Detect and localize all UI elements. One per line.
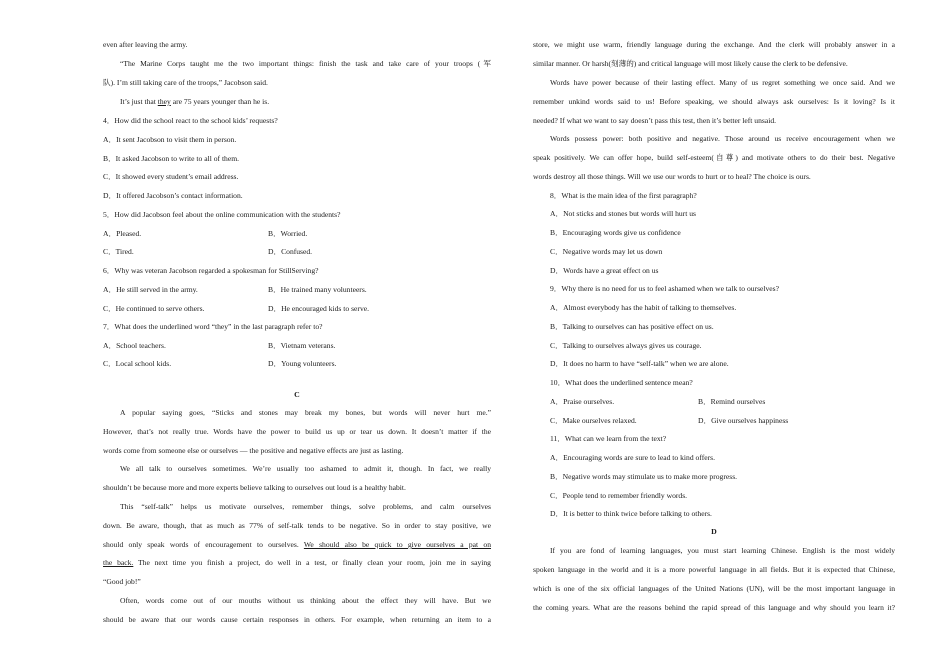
passage-c-line: This “self-talk” helps us motivate ourselves, remember things, solve problems, and calm ourselves [120,502,491,511]
underlined-word-they: they [157,97,171,106]
question-7-option-d: D．Young volunteers. [268,359,337,368]
question-10-option-d: D．Give ourselves happiness [698,416,789,425]
question-9-option-d: D．It does no harm to have “self-talk” when we are alone. [550,359,729,368]
question-9-option-c: C．Talking to ourselves always gives us courage. [550,341,702,350]
passage-b-continuation: even after leaving the army. [103,40,188,49]
question-8-stem: 8．What is the main idea of the first paragraph? [550,191,697,200]
question-11-stem: 11．What can we learn from the text? [550,434,667,443]
question-5-option-a: A．Pleased. [103,229,142,238]
question-10-option-c: C．Make ourselves relaxed. [550,416,637,425]
passage-c-line: “Good job!” [103,577,141,586]
question-8-option-a: A．Not sticks and stones but words will hurt us [550,209,696,218]
passage-c-line: However, that’s not really true. Words have the power to build us up or tear us down. It doesn’t matter if the [103,427,491,436]
question-11-option-c: C．People tend to remember friendly words. [550,491,688,500]
passage-c-line: words come from someone else or ourselves — the positive and negative effects are just as lasting. [103,446,404,455]
passage-b-quote-line: 队). I’m still taking care of the troops,” Jacobson said. [103,78,268,87]
question-4-option-c: C．It showed every student’s email address. [103,172,239,181]
question-4-option-b: B．It asked Jacobson to write to all of them. [103,154,240,163]
question-6-stem: 6．Why was veteran Jacobson regarded a spokesman for StillServing? [103,266,319,275]
question-11-option-b: B．Negative words may stimulate us to make more progress. [550,472,738,481]
question-8-option-d: D．Words have a great effect on us [550,266,659,275]
question-11-option-d: D．It is better to think twice before talking to others. [550,509,712,518]
passage-c-line: down. Be aware, though, that as much as 77% of self-talk tends to be negative. So in order to stay positive, we [103,521,491,530]
passage-c-line: should only speak words of encouragement to ourselves. We should also be quick to give ourselves a pat on [103,540,491,549]
question-10-option-b: B．Remind ourselves [698,397,766,406]
question-11-option-a: A．Encouraging words are sure to lead to kind offers. [550,453,715,462]
passage-b-closing: It’s just that they are 75 years younger than he is. [120,97,270,106]
section-heading-d: D [711,527,717,536]
question-5-option-b: B．Worried. [268,229,308,238]
question-7-option-c: C．Local school kids. [103,359,172,368]
question-5-option-d: D．Confused. [268,247,313,256]
passage-c-line: similar manner. Or harsh(刻薄的) and critical language will most likely cause the clerk to be defensive. [533,59,848,68]
passage-d-line: which is one of the six official languages of the United Nations (UN), will be the most important language in [533,584,895,593]
passage-c-line: words destroy all those things. Will we use our words to hurt or to heal? The choice is ours. [533,172,811,181]
question-7-stem: 7．What does the underlined word “they” in the last paragraph refer to? [103,322,323,331]
underlined-sentence: We should also be quick to give ourselves a pat on [303,540,491,549]
section-heading-c: C [294,390,300,399]
passage-c-line: Words have power because of their lasting effect. Many of us regret something we once said. And we [550,78,895,87]
question-5-option-c: C．Tired. [103,247,134,256]
passage-c-line: should be aware that our words cause certain responses in others. For example, when returning an item to a [103,615,491,624]
question-9-option-a: A．Almost everybody has the habit of talking to themselves. [550,303,737,312]
passage-c-line: needed? If what we want to say doesn’t pass this test, then it’s better left unsaid. [533,116,777,125]
question-9-stem: 9．Why there is no need for us to feel ashamed when we talk to ourselves? [550,284,780,293]
passage-d-line: If you are fond of learning languages, you must start learning Chinese. English is the most widely [550,546,895,555]
question-10-option-a: A．Praise ourselves. [550,397,615,406]
question-6-option-d: D．He encouraged kids to serve. [268,304,370,313]
question-7-option-a: A．School teachers. [103,341,166,350]
passage-d-line: the coming years. What are the reasons behind the rapid spread of this language and why should you learn it? [533,603,895,612]
passage-c-line: remember unkind words said to us! Before speaking, we should always ask ourselves: Is it loving? Is it [533,97,895,106]
passage-c-line: Often, words come out of our mouths without us thinking about the effect they will have. But we [120,596,491,605]
passage-b-quote-line: “The Marine Corps taught me the two important things: finish the task and take care of your troops (军 [120,59,491,68]
question-9-option-b: B．Talking to ourselves can has positive effect on us. [550,322,714,331]
question-7-option-b: B．Vietnam veterans. [268,341,336,350]
question-4-option-a: A．It sent Jacobson to visit them in person. [103,135,237,144]
question-6-option-b: B．He trained many volunteers. [268,285,367,294]
underlined-sentence-end: the back. [103,558,134,567]
question-5-stem: 5．How did Jacobson feel about the online communication with the students? [103,210,341,219]
passage-c-line: Words possess power: both positive and negative. Those around us receive encouragement when we [550,134,895,143]
passage-c-line: We all talk to ourselves sometimes. We’re usually too ashamed to admit it, though. In fact, we really [120,464,491,473]
question-6-option-a: A．He still served in the army. [103,285,198,294]
passage-c-line: store, we might use warm, friendly language during the exchange. And the clerk will probably answer in a [533,40,895,49]
question-8-option-c: C．Negative words may let us down [550,247,663,256]
question-4-stem: 4．How did the school react to the school kids’ requests? [103,116,278,125]
question-10-stem: 10．What does the underlined sentence mean? [550,378,693,387]
passage-c-line: the back. The next time you finish a project, do well in a test, or finally clean your room, join me in saying [103,558,491,567]
passage-c-line: speak positively. We can offer hope, build self-esteem(自尊) and motivate others to do their best. Negative [533,153,895,162]
question-4-option-d: D．It offered Jacobson’s contact information. [103,191,243,200]
question-6-option-c: C．He continued to serve others. [103,304,205,313]
passage-c-line: A popular saying goes, “Sticks and stones may break my bones, but words will never hurt me.” [120,408,491,417]
question-8-option-b: B．Encouraging words give us confidence [550,228,681,237]
passage-d-line: spoken language in the world and it is a more powerful language in all fields. But it is expected that Chinese, [533,565,895,574]
passage-c-line: shouldn’t be because more and more experts believe talking to ourselves out loud is a healthy habit. [103,483,406,492]
